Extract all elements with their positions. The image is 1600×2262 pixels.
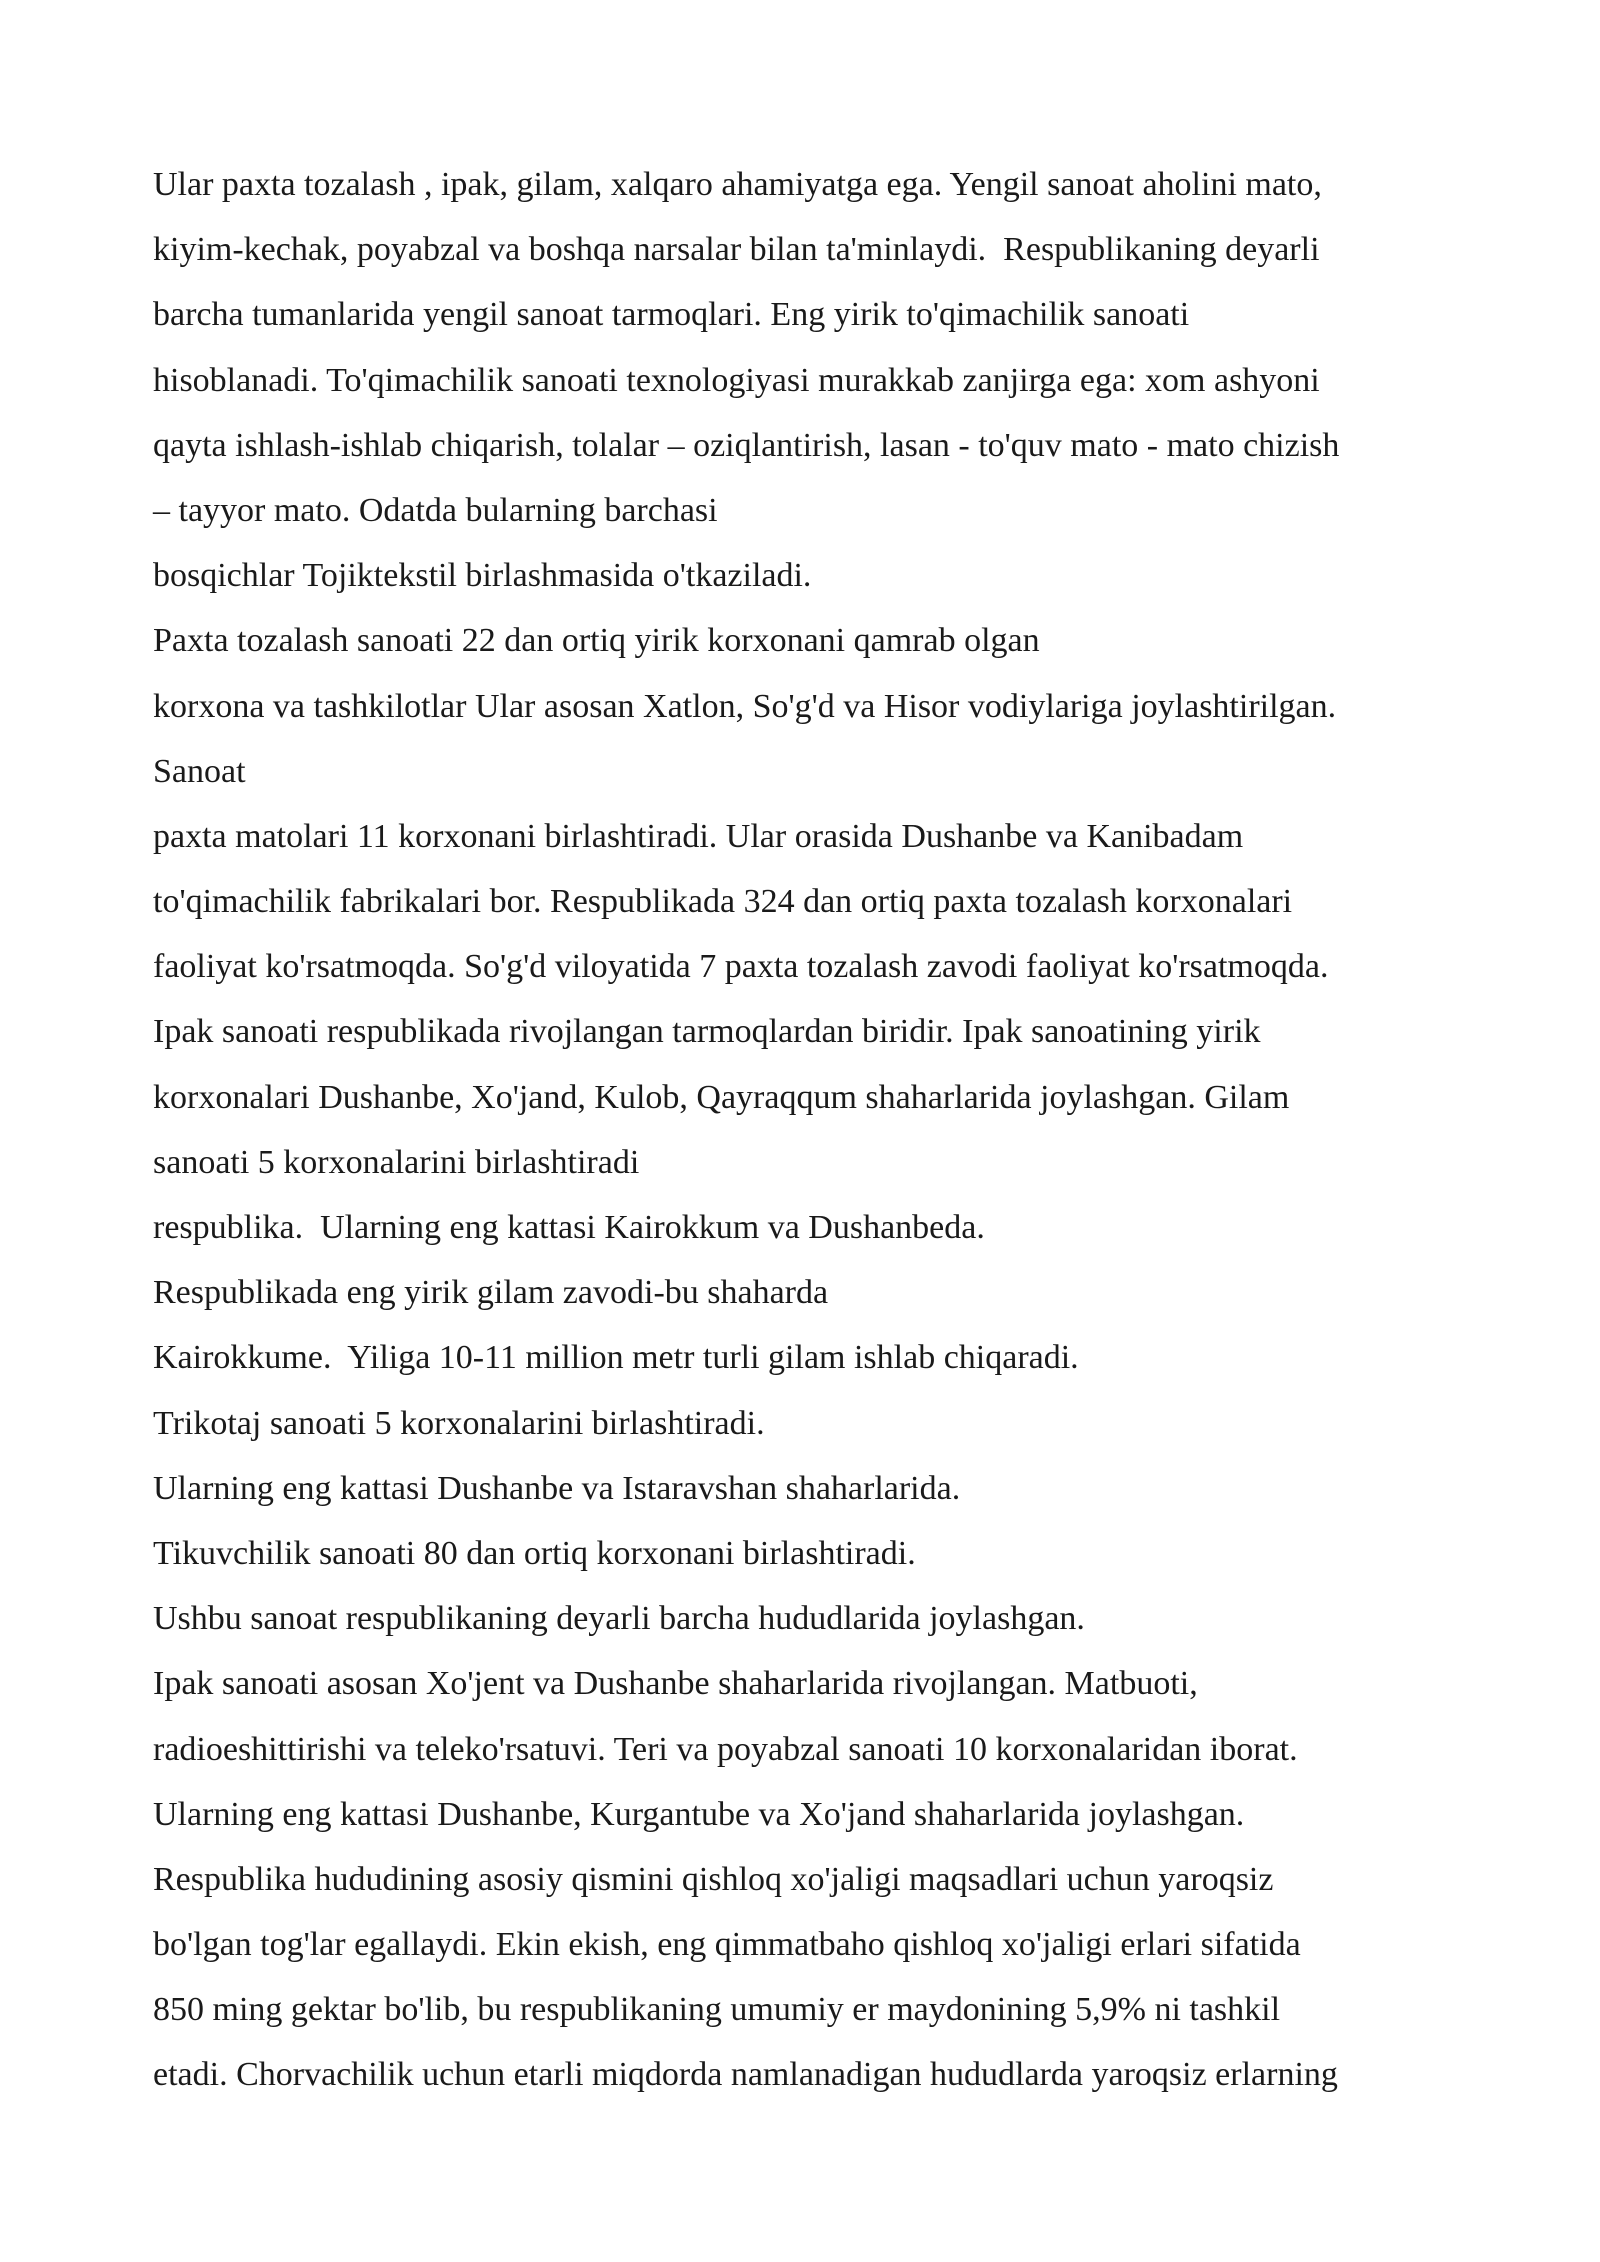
text-line: etadi. Chorvachilik uchun etarli miqdorda namlanadigan hududlarda yaroqsiz erlarning: [153, 2056, 1338, 2094]
text-line: Paxta tozalash sanoati 22 dan ortiq yirik korxonani qamrab olgan: [153, 622, 1040, 660]
text-line: Tikuvchilik sanoati 80 dan ortiq korxonani birlashtiradi.: [153, 1534, 916, 1572]
body-text: [153, 152, 1483, 2108]
text-line: to'qimachilik fabrikalari bor. Respublikada 324 dan ortiq paxta tozalash korxonalari: [153, 883, 1293, 921]
text-line: bosqichlar Tojiktekstil birlashmasida o'tkaziladi.: [153, 557, 812, 595]
text-line: radioeshittirishi va teleko'rsatuvi. Teri va poyabzal sanoati 10 korxonalaridan iborat.: [153, 1730, 1298, 1768]
text-line: Trikotaj sanoati 5 korxonalarini birlashtiradi.: [153, 1404, 765, 1442]
text-line: barcha tumanlarida yengil sanoat tarmoqlari. Eng yirik to'qimachilik sanoati: [153, 296, 1190, 334]
text-line: korxonalari Dushanbe, Xo'jand, Kulob, Qayraqqum shaharlarida joylashgan. Gilam: [153, 1078, 1290, 1116]
text-line: faoliyat ko'rsatmoqda. So'g'd viloyatida 7 paxta tozalash zavodi faoliyat ko'rsatmoqda.: [153, 948, 1329, 986]
text-line: Respublika hududining asosiy qismini qishloq xo'jaligi maqsadlari uchun yaroqsiz: [153, 1860, 1274, 1898]
text-line: – tayyor mato. Odatda bularning barchasi: [153, 491, 718, 529]
text-line: Ipak sanoati respublikada rivojlangan tarmoqlardan biridir. Ipak sanoatining yirik: [153, 1013, 1261, 1051]
text-line: Sanoat: [153, 752, 246, 790]
text-line: respublika. Ularning eng kattasi Kairokkum va Dushanbeda.: [153, 1209, 985, 1246]
text-line: bo'lgan tog'lar egallaydi. Ekin ekish, eng qimmatbaho qishloq xo'jaligi erlari sifatida: [153, 1926, 1301, 1964]
text-line: 850 ming gektar bo'lib, bu respublikaning umumiy er maydonining 5,9% ni tashkil: [153, 1991, 1281, 2029]
text-line: Ular paxta tozalash , ipak, gilam, xalqaro ahamiyatga ega. Yengil sanoat aholini mato,: [153, 166, 1322, 203]
text-line: kiyim-kechak, poyabzal va boshqa narsalar bilan ta'minlaydi. Respublikaning deyarli: [153, 231, 1320, 269]
text-line: Ularning eng kattasi Dushanbe, Kurgantube va Xo'jand shaharlarida joylashgan.: [153, 1795, 1245, 1833]
text-line: qayta ishlash-ishlab chiqarish, tolalar – oziqlantirish, lasan - to'quv mato - mato chizish: [153, 426, 1340, 464]
text-line: paxta matolari 11 korxonani birlashtiradi. Ular orasida Dushanbe va Kanibadam: [153, 817, 1244, 855]
text-line: sanoati 5 korxonalarini birlashtiradi: [153, 1143, 640, 1181]
text-line: Ipak sanoati asosan Xo'jent va Dushanbe shaharlarida rivojlangan. Matbuoti,: [153, 1665, 1198, 1703]
text-line: hisoblanadi. To'qimachilik sanoati texnologiyasi murakkab zanjirga ega: xom ashyoni: [153, 361, 1320, 399]
text-line: Ularning eng kattasi Dushanbe va Istaravshan shaharlarida.: [153, 1469, 961, 1507]
text-line: Kairokkume. Yiliga 10-11 million metr turli gilam ishlab chiqaradi.: [153, 1339, 1079, 1377]
text-line: Ushbu sanoat respublikaning deyarli barcha hududlarida joylashgan.: [153, 1600, 1085, 1638]
text-line: korxona va tashkilotlar Ular asosan Xatlon, So'g'd va Hisor vodiylariga joylashtirilgan.: [153, 687, 1337, 725]
text-line: Respublikada eng yirik gilam zavodi-bu shaharda: [153, 1274, 829, 1312]
